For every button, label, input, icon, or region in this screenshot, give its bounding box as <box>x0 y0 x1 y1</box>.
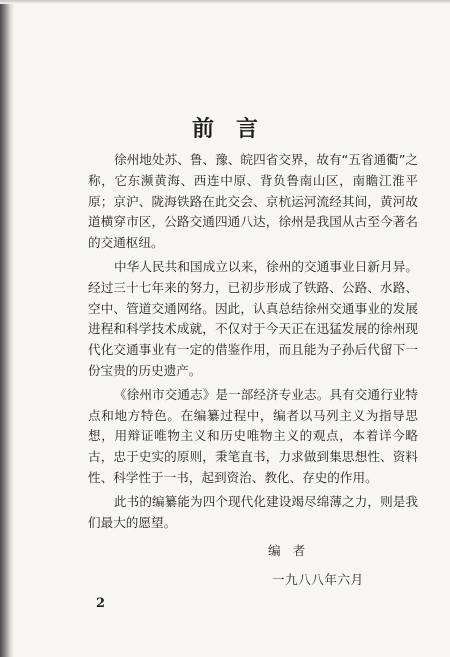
paragraph-2: 中华人民共和国成立以来，徐州的交通事业日新月异。经过三十七年来的努力，已初步形成了铁路、公路、水路、空中、管道交通网络。因此，认真总结徐州交通事业的发展进程和科学技术成就，不仅对于今天正在迅猛发展的徐州现代化交通事业有一定的借鉴作用，而且能为子孙后代留下一份宝贵的历史遗产。 <box>88 258 418 378</box>
page-title: 前言 <box>191 116 280 142</box>
page-number: 2 <box>96 596 106 611</box>
page-top-edge <box>0 0 450 4</box>
paragraph-1: 徐州地处苏、鲁、豫、皖四省交界，故有“五省通衢”之称，它东濒黄海、西连中原、背负鲁南山区，南瞻江淮平原；京沪、陇海铁路在此交会、京杭运河流经其间，黄河故道横穿市区，公路交通四通八达，徐州是我国从古至今著名的交通枢纽。 <box>88 152 418 251</box>
paragraph-3: 《徐州市交通志》是一部经济专业志。具有交通行业特点和地方特色。在编纂过程中，编者以马列主义为指导思想，用辩证唯物主义和历史唯物主义的观点，本着详今略古，忠于史实的原则，秉笔直书，力求做到集思想性、资料性、科学性于一书，起到资治、教化、存史的作用。 <box>88 386 418 485</box>
paragraph-4: 此书的编纂能为四个现代化建设竭尽绵薄之力，则是我们最大的愿望。 <box>88 493 418 530</box>
signature-date: 一九八八年六月 <box>272 572 364 587</box>
signature-author: 编者 <box>268 543 318 558</box>
preface-body <box>88 150 418 536</box>
book-binding-edge <box>0 0 14 657</box>
